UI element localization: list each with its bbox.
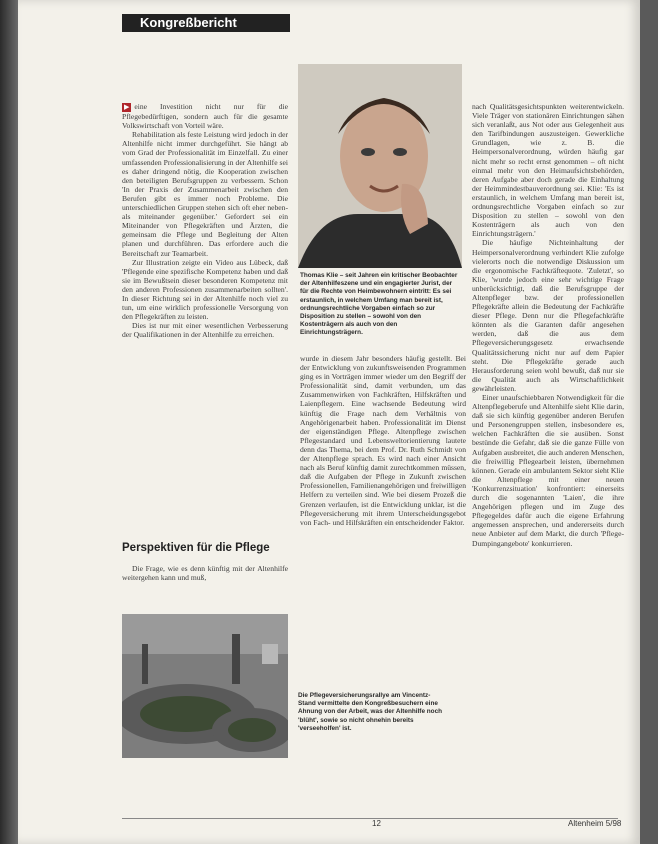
book-spine-shadow — [0, 0, 18, 844]
portrait-caption: Thomas Klie – seit Jahren ein kritischer Beobachter der Altenhilfeszene und ein engagierter Jurist, der für die Rechte von Heimbewohnern eintritt: Es sei erstaunlich, in welchem Umfang man bereit ist, ordnungsrechtliche Vorgaben einfach so zur Disposition zu stellen – sowohl von den Kostenträgern als auch von den Einrichtungsträgern. — [300, 272, 458, 337]
issue-label: Altenheim 5/98 — [568, 819, 622, 828]
portrait-photo — [298, 64, 462, 268]
paragraph-text: eine Investition nicht nur für die Pflegebedürftigen, sondern auch für die gesamte Volkswirtschaft von Vorteil wäre. — [122, 102, 288, 131]
paragraph: wurde in diesem Jahr besonders häufig gestellt. Bei der Entwicklung von zukunftsweisenden Programmen ging es in Vorträgen immer wieder um den Begriff der Professionalität sind, damit verbunden, um das Zusammenwirken von Fachkräften, Hilfskräften und Laienpflegern. Eine wachsende Bedeutung wird künftig die Frage nach dem Verhältnis von Angehörigenarbeit haben. Professionalität im Dienst der eigenständigen Pflege. Altenpflege zwischen Pflegestandard und Lebensweltorientierung lautete denn das Thema, bei dem Prof. Dr. Ruth Schmidt von der Altenpflege sprach. Es wird nach einer Ansicht nach als Beruf künftig damit zurechtkommen müssen, daß die Aufgaben der Pflege in Zukunft zwischen Professionellen, Familienangehörigen und freiwilligen Helfern zu verteilen sind. Wie bei diesem Prozeß die Grenzen verlaufen, ist die Entwicklung unklar, ist die Pflegeversicherung mit ihrem Unterscheidungsgebot von Fach- und Hilfskräften ein entscheidender Faktor. — [300, 354, 466, 527]
rally-photo — [122, 614, 288, 758]
paragraph — [122, 102, 288, 130]
paragraph: Die Frage, wie es denn künftig mit der Altenhilfe weitergehen kann und muß, — [122, 564, 288, 583]
paragraph: Die häufige Nichteinhaltung der Heimpersonalverordnung verhindert Klie zufolge vielerorts noch die notwendige Diskussion um die ergonomische Fachkräftequote. 'Zuletzt', so Klie, 'wurde jedoch eine sehr wichtige Frage unberücksichtigt, daß die Berufsgruppe der Altenpfleger bzw. der professionellen Pflegekräfte allein die Bedeutung der Fachkräfte dieser Pflege. Denn nur die Pflegefachkräfte könnten als die Garanten dafür angesehen werden, daß die aus dem Pflegeversicherungsgesetz erwachsende Qualitätssicherung nicht nur auf dem Papier steht. Die Pflegekräfte gerade auch Herausforderung seien wohl bewußt, daß nur sie die Qualität auch als Wirtschaftlichkeit gewährleisten. — [472, 238, 624, 393]
portrait-illustration — [298, 64, 462, 268]
photo-caption: Die Pflegeversicherungsrallye am Vincentz-Stand vermittelte den Kongreßbesuchern eine Ahnung von der Arbeit, was der Altenhilfe noch 'blüht', sowie so nicht ohnehin bereits 'verseeholfen' ist. — [298, 692, 443, 732]
paragraph: Zur Illustration zeigte ein Video aus Lübeck, daß 'Pflegende eine spezifische Kompetenz haben und daß sie im Bewußtsein dieser besonderen Kompetenz mit den anderen Professionen zusammenarbeiten sollten'. In dieser Richtung sei in der Altenhilfe noch viel zu tun, um eine wirklich professionelle Versorgung von den Pflegekräften zu leisten. — [122, 257, 288, 322]
column-1-continued — [122, 564, 288, 600]
paragraph: Rehabilitation als feste Leistung wird jedoch in der Altenhilfe nicht immer durchgeführt. Sie hängt ab vom Grad der Professionalität im Einzelfall. Zu einer umfassenden Professionalisierung in der Altenhilfe sei es daher dringend nötig, die Kooperation zwischen den beteiligten Berufsgruppen zu verbessern. Schon 'In der Praxis der Zusammenarbeit zwischen den Berufen gibt es immer noch Probleme. Die unterschiedlichen Gruppen stehen sich oft eher neben- als miteinander gegenüber.' Gefordert sei ein Miteinander von Pflegekräften und Ärzten, die gemeinsam die Pflege und Begleitung der Alten planen und durchführen. Das erfordere auch die Bereitschaft zur Teamarbeit. — [122, 130, 288, 258]
paragraph: Dies ist nur mit einer wesentlichen Verbesserung der Qualifikationen in der Altenhilfe zu erreichen. — [122, 321, 288, 340]
section-heading: Perspektiven für die Pflege — [122, 542, 270, 554]
paragraph: nach Qualitätsgesichtspunkten weiterentwickeln. Viele Träger von stationären Einrichtungen sähen sich veranlaßt, aus Not oder aus Gelegenheit aus den Tarifbindungen auszusteigen. Gewerkliche Grundlagen, wie z. B. die Heimpersonalverordnung, würden häufig gar nicht mehr so recht ernst genommen – oft nicht einmal mehr von den Heimaufsichtsbehörden, deren Aufgabe aber doch gerade die Einhaltung der Heimmindestbauverordnung sei. Klie: 'Es ist erstaunlich, in welchem Umfang man bereit ist, ordnungsrechtliche Vorgaben einfach so zur Disposition zu stellen – sowohl von den Kostenträgern als auch von den Einrichtungsträgern.' — [472, 102, 624, 239]
paragraph-marker-icon: ▶ — [124, 104, 130, 111]
page-number: 12 — [372, 819, 381, 828]
column-1 — [122, 102, 288, 582]
column-3 — [472, 102, 624, 752]
footer-rule — [122, 818, 618, 819]
column-2 — [300, 354, 466, 704]
rally-illustration — [122, 614, 288, 758]
section-banner: Kongreßbericht — [122, 14, 290, 32]
paragraph: Einer unaufschiebbaren Notwendigkeit für die Altenpflegeberufe und Altenhilfe sieht Klie darin, daß sie sich künftig gegenüber anderen Berufen und Personengruppen stellen, insbesondere es, welchen Fachkräften die sie ausüben. Sonst bestünde die Gefahr, daß sie die ganze Fülle von Aufgaben ausbreitet, die auch anderen Menschen, die freiwillig Pflegearbeit leisten, übernehmen können. Gerade ein ambulantem Sektor sieht Klie die Altenpflege mit einer neuen 'Konkurrenzsituation' konfrontiert: einerseits durch die sogenannten 'Laien', die ihre Angehörigen pflegen und im Zuge des Pflegegeldes dafür auch die eigene Erfahrung angemessen ansprechen, und andererseits durch neue Anbieter auf dem Markt, die durch 'Pflege-Dumpingangebote' konkurrieren. — [472, 393, 624, 548]
